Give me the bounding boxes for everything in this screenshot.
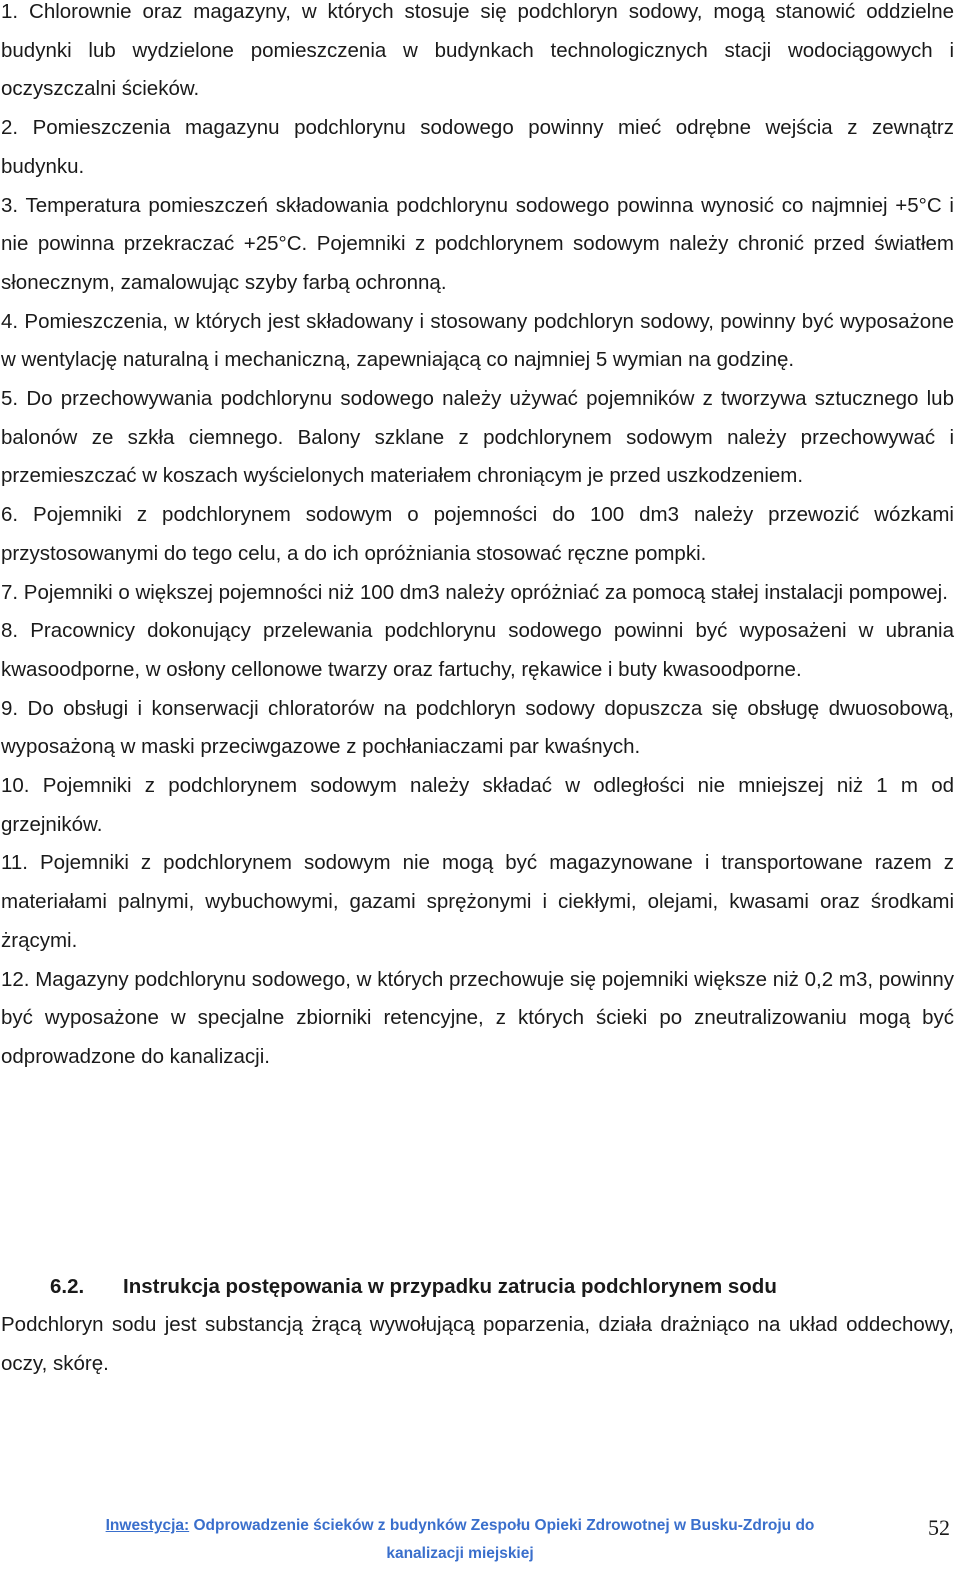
regulations-list — [1, 0, 954, 1077]
list-item: 11. Pojemniki z podchlorynem sodowym nie mogą być magazynowane i transportowane razem z materiałami palnymi, wybuchowymi, gazami sprężonymi i ciekłymi, olejami, kwasami oraz środkami żrącymi. — [1, 851, 954, 952]
list-item: 2. Pomieszczenia magazynu podchlorynu sodowego powinny mieć odrębne wejścia z zewnątrz budynku. — [1, 116, 954, 178]
list-item: 7. Pojemniki o większej pojemności niż 100 dm3 należy opróżniać za pomocą stałej instalacji pompowej. — [1, 580, 948, 604]
page-footer — [80, 1512, 840, 1568]
section-body: Podchloryn sodu jest substancją żrącą wywołującą poparzenia, działa drażniąco na układ oddechowy, oczy, skórę. — [1, 1313, 954, 1375]
list-item: 5. Do przechowywania podchlorynu sodowego należy używać pojemników z tworzywa sztucznego lub balonów ze szkła ciemnego. Balony szklane z podchlorynem sodowym należy przechowywać i przemieszczać w koszach wyścielonych materiałem chroniącym je przed uszkodzeniem. — [1, 387, 954, 488]
footer-label: Inwestycja: — [105, 1517, 190, 1534]
list-item: 4. Pomieszczenia, w których jest składowany i stosowany podchloryn sodowy, powinny być wyposażone w wentylację naturalną i mechaniczną, zapewniającą co najmniej 5 wymian na godzinę. — [1, 309, 954, 372]
list-item: 12. Magazyny podchlorynu sodowego, w których przechowuje się pojemniki większe niż 0,2 m3, powinny być wyposażone w specjalne zbiorniki retencyjne, z których ścieki po zneutralizowaniu mogą być odprowadzone do kanalizacji. — [1, 967, 954, 1068]
section-number: 6.2. — [50, 1275, 85, 1298]
section-heading — [50, 1268, 777, 1306]
list-item: 1. Chlorownie oraz magazyny, w których stosuje się podchloryn sodowy, mogą stanowić oddzielne budynki lub wydzielone pomieszczenia w budynkach technologicznych stacji wodociągowych i oczyszczalni ścieków. — [1, 0, 954, 101]
list-item: 10. Pojemniki z podchlorynem sodowym należy składać w odległości nie mniejszej niż 1 m od grzejników. — [1, 774, 954, 836]
list-item: 8. Pracownicy dokonujący przelewania podchlorynu sodowego powinni być wyposażeni w ubrania kwasoodporne, w osłony cellonowe twarzy oraz fartuchy, rękawice i buty kwasoodporne. — [1, 619, 954, 681]
page-number: 52 — [928, 1515, 950, 1540]
section-title: Instrukcja postępowania w przypadku zatrucia podchlorynem sodu — [123, 1275, 777, 1298]
list-item: 6. Pojemniki z podchlorynem sodowym o pojemności do 100 dm3 należy przewozić wózkami przystosowanymi do tego celu, a do ich opróżniania stosować ręczne pompki. — [1, 503, 954, 565]
list-item: 3. Temperatura pomieszczeń składowania podchlorynu sodowego powinna wynosić co najmniej +5°C i nie powinna przekraczać +25°C. Pojemniki z podchlorynem sodowym należy chronić przed światłem słonecznym, zamalowując szyby farbą ochronną. — [1, 193, 954, 294]
footer-text: Odprowadzenie ścieków z budynków Zespołu Opieki Zdrowotnej w Busku-Zdroju do kanalizacji miejskiej — [189, 1517, 815, 1562]
list-item: 9. Do obsługi i konserwacji chloratorów na podchloryn sodowy dopuszcza się obsługę dwuosobową, wyposażoną w maski przeciwgazowe z pochłaniaczami par kwaśnych. — [1, 696, 954, 759]
